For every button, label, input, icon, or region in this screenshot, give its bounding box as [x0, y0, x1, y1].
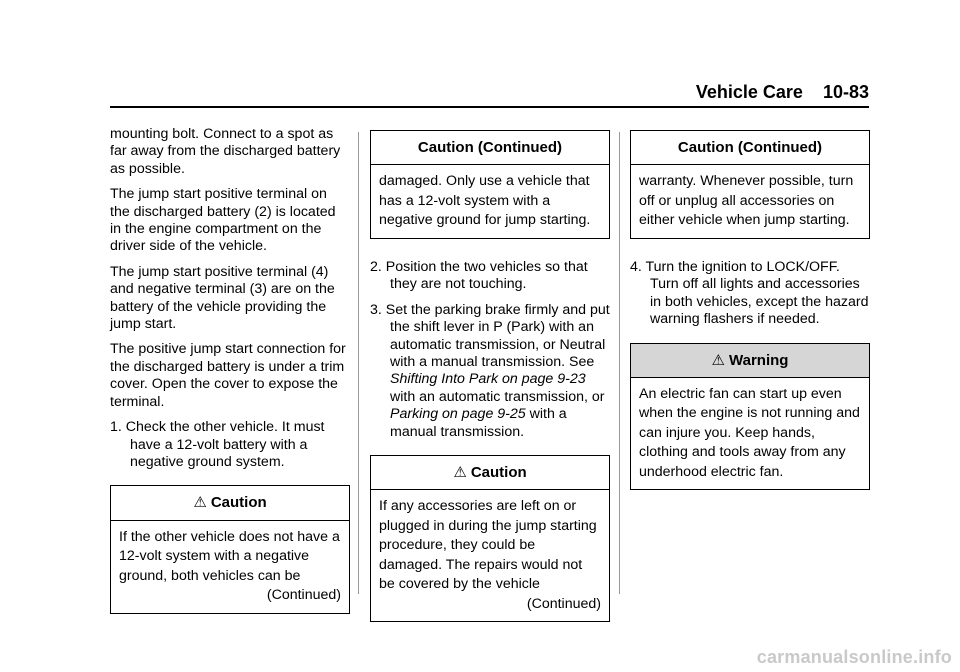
column-3 — [630, 130, 870, 500]
section-title: Vehicle Care — [695, 82, 803, 102]
caution-header: Caution (Continued) — [371, 131, 609, 165]
paragraph: mounting bolt. Connect to a spot as far away from the discharged battery as possible. — [110, 126, 341, 177]
caution-body — [631, 165, 869, 238]
caution-text: If the other vehicle does not have a 12-volt system with a negative ground, both vehicles can be — [119, 528, 340, 584]
caution-body — [111, 521, 349, 613]
step-3-text: 3. Set the parking brake firmly and put the shift lever in P (Park) with an automatic transmission, or Neutral with a manual transmission. See — [370, 301, 610, 370]
step-4: 4. Turn the ignition to LOCK/OFF. Turn off all lights and accessories in both vehicles, except the hazard warning flashers if needed. — [630, 258, 869, 328]
paragraph: The positive jump start connection for the discharged battery is under a trim cover. Open the cover to expose the terminal. — [110, 341, 346, 410]
warning-body — [631, 378, 869, 490]
step-1: 1. Check the other vehicle. It must have a 12-volt battery with a negative ground system. — [110, 419, 325, 470]
warning-title: Warning — [729, 351, 789, 369]
continued-label: (Continued) — [526, 595, 601, 612]
column-2 — [370, 130, 610, 632]
cross-reference-parking: Parking on page 9-25 — [390, 406, 526, 423]
cross-reference-shifting: Shifting Into Park on page 9-23 — [390, 371, 586, 388]
step-3-text: with a manual transmission. — [390, 406, 567, 440]
caution-body — [371, 165, 609, 238]
caution-continued-box — [370, 130, 610, 239]
warning-header — [631, 344, 869, 378]
paragraph: The jump start positive terminal on the discharged battery (2) is located in the engine compartment on the driver side of the vehicle. — [110, 186, 336, 255]
caution-box — [370, 455, 610, 622]
step-2: 2. Position the two vehicles so that they are not touching. — [370, 258, 588, 293]
continued-label: (Continued) — [266, 587, 341, 604]
caution-title: Caution — [210, 494, 267, 512]
warning-triangle-icon: ⚠ — [711, 350, 725, 369]
caution-box — [110, 485, 350, 613]
caution-continued-box — [630, 130, 870, 239]
step-3 — [370, 302, 610, 441]
watermark: carmanualsonline.info — [756, 647, 952, 667]
caution-text: warranty. Whenever possible, turn off or unplug all accessories on either vehicle when jump starting. — [639, 173, 854, 229]
caution-header — [371, 456, 609, 490]
warning-text: An electric fan can start up even when the engine is not running and can injure you. Keep hands, clothing and tools away from any underhood electric fan. — [639, 385, 860, 480]
warning-triangle-icon: ⚠ — [453, 462, 467, 481]
warning-box — [630, 343, 870, 491]
header-title — [696, 82, 869, 103]
page-header — [110, 82, 869, 108]
caution-text: If any accessories are left on or plugged in during the jump starting procedure, they could be damaged. The repairs would not be covered by the vehicle — [379, 498, 597, 593]
column-divider — [619, 132, 620, 594]
warning-triangle-icon: ⚠ — [193, 493, 207, 512]
step-3-text: with an automatic transmission, or — [390, 388, 605, 405]
caution-title: Caution — [470, 463, 527, 481]
column-divider — [358, 132, 359, 594]
page-number: 10-83 — [822, 82, 869, 102]
caution-header: Caution (Continued) — [631, 131, 869, 165]
caution-text: damaged. Only use a vehicle that has a 12-volt system with a negative ground for jump starting. — [379, 173, 591, 229]
column-1 — [110, 126, 350, 624]
paragraph: The jump start positive terminal (4) and negative terminal (3) are on the battery of the vehicle providing the jump start. — [110, 263, 335, 333]
caution-header — [111, 486, 349, 520]
caution-body — [371, 490, 609, 621]
